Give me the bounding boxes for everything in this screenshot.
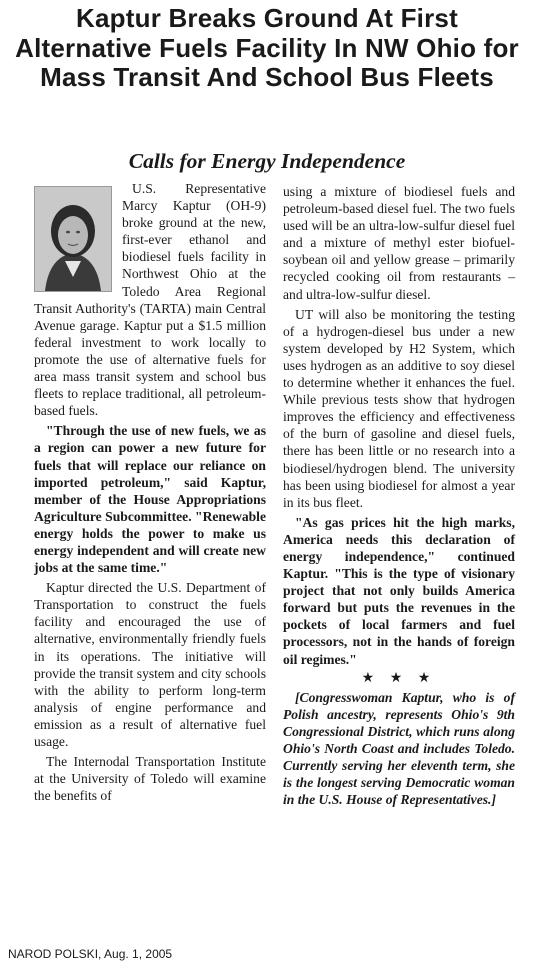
- separator-stars: ★ ★ ★: [361, 670, 437, 686]
- article-paragraph: UT will also be monitoring the testing of a hydrogen-diesel bus under a new system developed by H2 System, which uses hydrogen as an additive to soy diesel to determine whether it enhances the fuel. While previous tests show that hydrogen improves the efficiency and effectiveness of the burn of gasoline and diesel fuels, there has been little or no research into a biodiesel/hydrogen blend. The university has been using biodiesel for almost a year in its bus fleet.: [283, 306, 515, 510]
- article-paragraph: Kaptur directed the U.S. Department of Transportation to construct the fuels facility and encouraged the use of alternative, environmentally friendly fuels in its operations. The initiative will provide the transit system and city schools with the ability to perform long-term analysis of engine performance and emission as a result of alternative fuel usage.: [34, 580, 266, 749]
- headline: Kaptur Breaks Ground At First Alternative Fuels Facility In NW Ohio for Mass Transit And School Bus Fleets: [15, 3, 519, 92]
- quote-paragraph: "As gas prices hit the high marks, America needs this declaration of energy independence," continued Kaptur. "This is the type of visionary project that not only builds America forward but puts the revenues in the pockets of local farmers and fuel processors, not in the hands of foreign oil regimes.": [283, 514, 515, 667]
- article-paragraph: U.S. Representative Marcy Kaptur (OH-9) broke ground at the new, first-ever ethanol and biodiesel fuels facility in Northwest Ohio at the Toledo Area Regional Transit Authority's (TARTA) main Central Avenue garage. Kaptur put a $1.5 million federal investment to work locally to promote the use of alternative fuels for area mass transit system and school bus fleets to replace traditional, all petroleum-based fuels.: [34, 181, 266, 419]
- source-caption: NAROD POLSKI, Aug. 1, 2005: [8, 947, 173, 961]
- portrait-photo: [34, 186, 112, 292]
- article-paragraph: using a mixture of biodiesel fuels and petroleum-based diesel fuel. The two fuels used will be an ultra-low-sulfur diesel fuel and a mixture of methyl ester biofuel-soybean oil and yellow grease – primarily recycled cooking oil from restaurants – and ultra-low-sulfur diesel.: [283, 184, 515, 302]
- quote-paragraph: "Through the use of new fuels, we as a region can power a new future for fuels that will replace our reliance on imported petroleum," said Kaptur, member of the House Appropriations Agriculture Subcommittee. "Renewable energy holds the power to make us energy independent and will create new jobs at the same time.": [34, 423, 266, 576]
- subheadline: Calls for Energy Independence: [128, 149, 406, 173]
- column-left: [34, 180, 266, 804]
- column-right: [283, 183, 515, 808]
- article-paragraph: The Internodal Transportation Institute at the University of Toledo will examine the benefits of: [34, 754, 266, 804]
- bio-note: [Congresswoman Kaptur, who is of Polish ancestry, represents Ohio's 9th Congressional District, which runs along Ohio's North Coast and includes Toledo. Currently serving her eleventh term, she is the longest serving Democratic woman in the U.S. House of Representatives.]: [283, 689, 515, 808]
